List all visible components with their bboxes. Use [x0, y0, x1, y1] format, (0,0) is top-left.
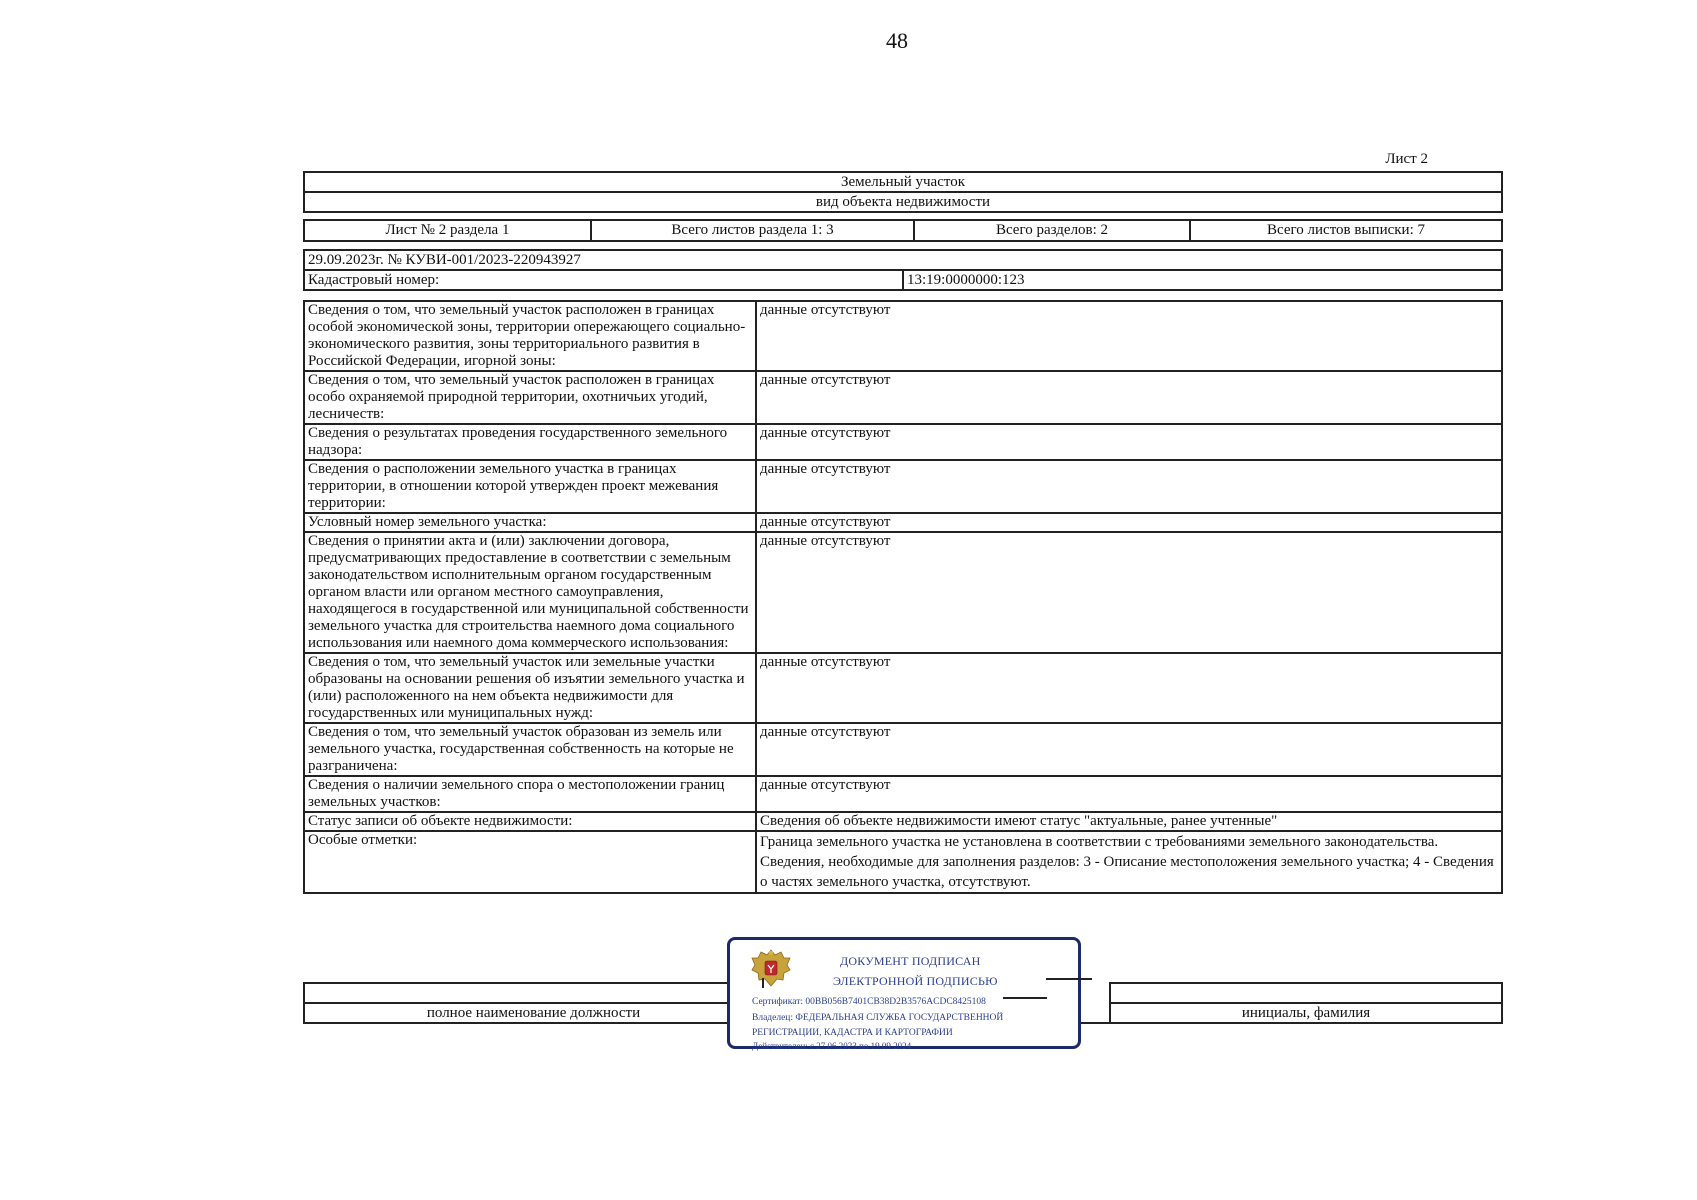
position-blank: [304, 983, 763, 1003]
row-label: Сведения о результатах проведения государственного земельного надзора:: [304, 424, 756, 460]
row-label: Сведения о том, что земельный участок расположен в границах особой экономической зоны, территории опережающего социально-экономического развития, зоны территориального развития в Российской Федерации, игорной зоны:: [304, 301, 756, 371]
table-row: [304, 460, 1502, 513]
row-label: Условный номер земельного участка:: [304, 513, 756, 532]
electronic-signature-stamp: [727, 937, 1081, 1049]
stamp-title-line1: ДОКУМЕНТ ПОДПИСАН: [840, 954, 981, 968]
row-value: данные отсутствуют: [756, 776, 1502, 812]
cadastral-value: 13:19:0000000:123: [903, 270, 1502, 290]
cadastral-label: Кадастровый номер:: [304, 270, 903, 290]
table-row: [304, 371, 1502, 424]
row-value: данные отсутствуют: [756, 460, 1502, 513]
row-label: Сведения о том, что земельный участок или земельные участки образованы на основании решения об изъятии земельного участка и (или) расположенного на нем объекта недвижимости для государственных или муниципальных нужд:: [304, 653, 756, 723]
info-table: [303, 300, 1503, 894]
stamp-certificate: Сертификат: 00BB056B7401CB38D2B3576ACDC8425108: [752, 997, 986, 1007]
row-label: Сведения о расположении земельного участка в границах территории, в отношении которой утвержден проект межевания территории:: [304, 460, 756, 513]
stamp-rule-right: [1046, 978, 1092, 980]
name-blank: [1110, 983, 1502, 1003]
row-label: Сведения о принятии акта и (или) заключении договора, предусматривающих предоставление в соответствии с земельным законодательством исполнительным органом государственным органом власти или органом местного самоуправления, находящегося в государственной или муниципальной собственности земельного участка для строительства наемного дома социального использования или наемного дома коммерческого использования:: [304, 532, 756, 653]
row-label: Статус записи об объекте недвижимости:: [304, 812, 756, 831]
row-value: данные отсутствуют: [756, 424, 1502, 460]
row-value: данные отсутствуют: [756, 532, 1502, 653]
page-number: 48: [886, 28, 908, 53]
stamp-owner-line1: Владелец: ФЕДЕРАЛЬНАЯ СЛУЖБА ГОСУДАРСТВЕННОЙ: [752, 1013, 1004, 1023]
table-row: [304, 301, 1502, 371]
sheet-counts-table: [303, 219, 1503, 242]
stamp-rule-left: [762, 978, 764, 988]
sheet-label: Лист 2: [1385, 151, 1428, 167]
table-row: [304, 532, 1502, 653]
position-caption: полное наименование должности: [304, 1003, 763, 1023]
stamp-title-line2: ЭЛЕКТРОННОЙ ПОДПИСЬЮ: [833, 974, 998, 988]
row-label: Особые отметки:: [304, 831, 756, 893]
row-value: данные отсутствуют: [756, 513, 1502, 532]
stamp-validity: Действителен: с 27.06.2023 по 19.09.2024: [752, 1041, 912, 1051]
stamp-owner-line2: РЕГИСТРАЦИИ, КАДАСТРА И КАРТОГРАФИИ: [752, 1028, 953, 1038]
object-title: Земельный участок: [304, 172, 1502, 192]
object-type-table: [303, 171, 1503, 213]
ident-table: [303, 249, 1503, 291]
coat-of-arms-icon: [750, 946, 792, 990]
stamp-rule-mid: [1003, 997, 1047, 999]
row-label: Сведения о том, что земельный участок расположен в границах особо охраняемой природной территории, охотничьих угодий, лесничеств:: [304, 371, 756, 424]
row-label: Сведения о том, что земельный участок образован из земель или земельного участка, государственная собственность на которые не разграничена:: [304, 723, 756, 776]
name-caption: инициалы, фамилия: [1110, 1003, 1502, 1023]
row-value: данные отсутствуют: [756, 653, 1502, 723]
table-row: [304, 424, 1502, 460]
table-row: [304, 776, 1502, 812]
object-caption: вид объекта недвижимости: [304, 192, 1502, 212]
table-row: [304, 723, 1502, 776]
sheet-of-section: Лист № 2 раздела 1: [304, 220, 591, 241]
row-label: Сведения о наличии земельного спора о местоположении границ земельных участков:: [304, 776, 756, 812]
row-value: данные отсутствуют: [756, 371, 1502, 424]
table-row: [304, 513, 1502, 532]
total-sections: Всего разделов: 2: [914, 220, 1190, 241]
table-row: [304, 831, 1502, 893]
total-sheets-extract: Всего листов выписки: 7: [1190, 220, 1502, 241]
total-sheets-section: Всего листов раздела 1: 3: [591, 220, 914, 241]
row-value: данные отсутствуют: [756, 301, 1502, 371]
row-value: Граница земельного участка не установлена в соответствии с требованиями земельного законодательства. Сведения, необходимые для заполнения разделов: 3 - Описание местоположения земельного участка; 4 - Сведения о частях земельного участка, отсутствуют.: [756, 831, 1502, 893]
date-number: 29.09.2023г. № КУВИ-001/2023-220943927: [304, 250, 1502, 270]
table-row: [304, 653, 1502, 723]
row-value: данные отсутствуют: [756, 723, 1502, 776]
table-row: [304, 812, 1502, 831]
row-value: Сведения об объекте недвижимости имеют статус "актуальные, ранее учтенные": [756, 812, 1502, 831]
